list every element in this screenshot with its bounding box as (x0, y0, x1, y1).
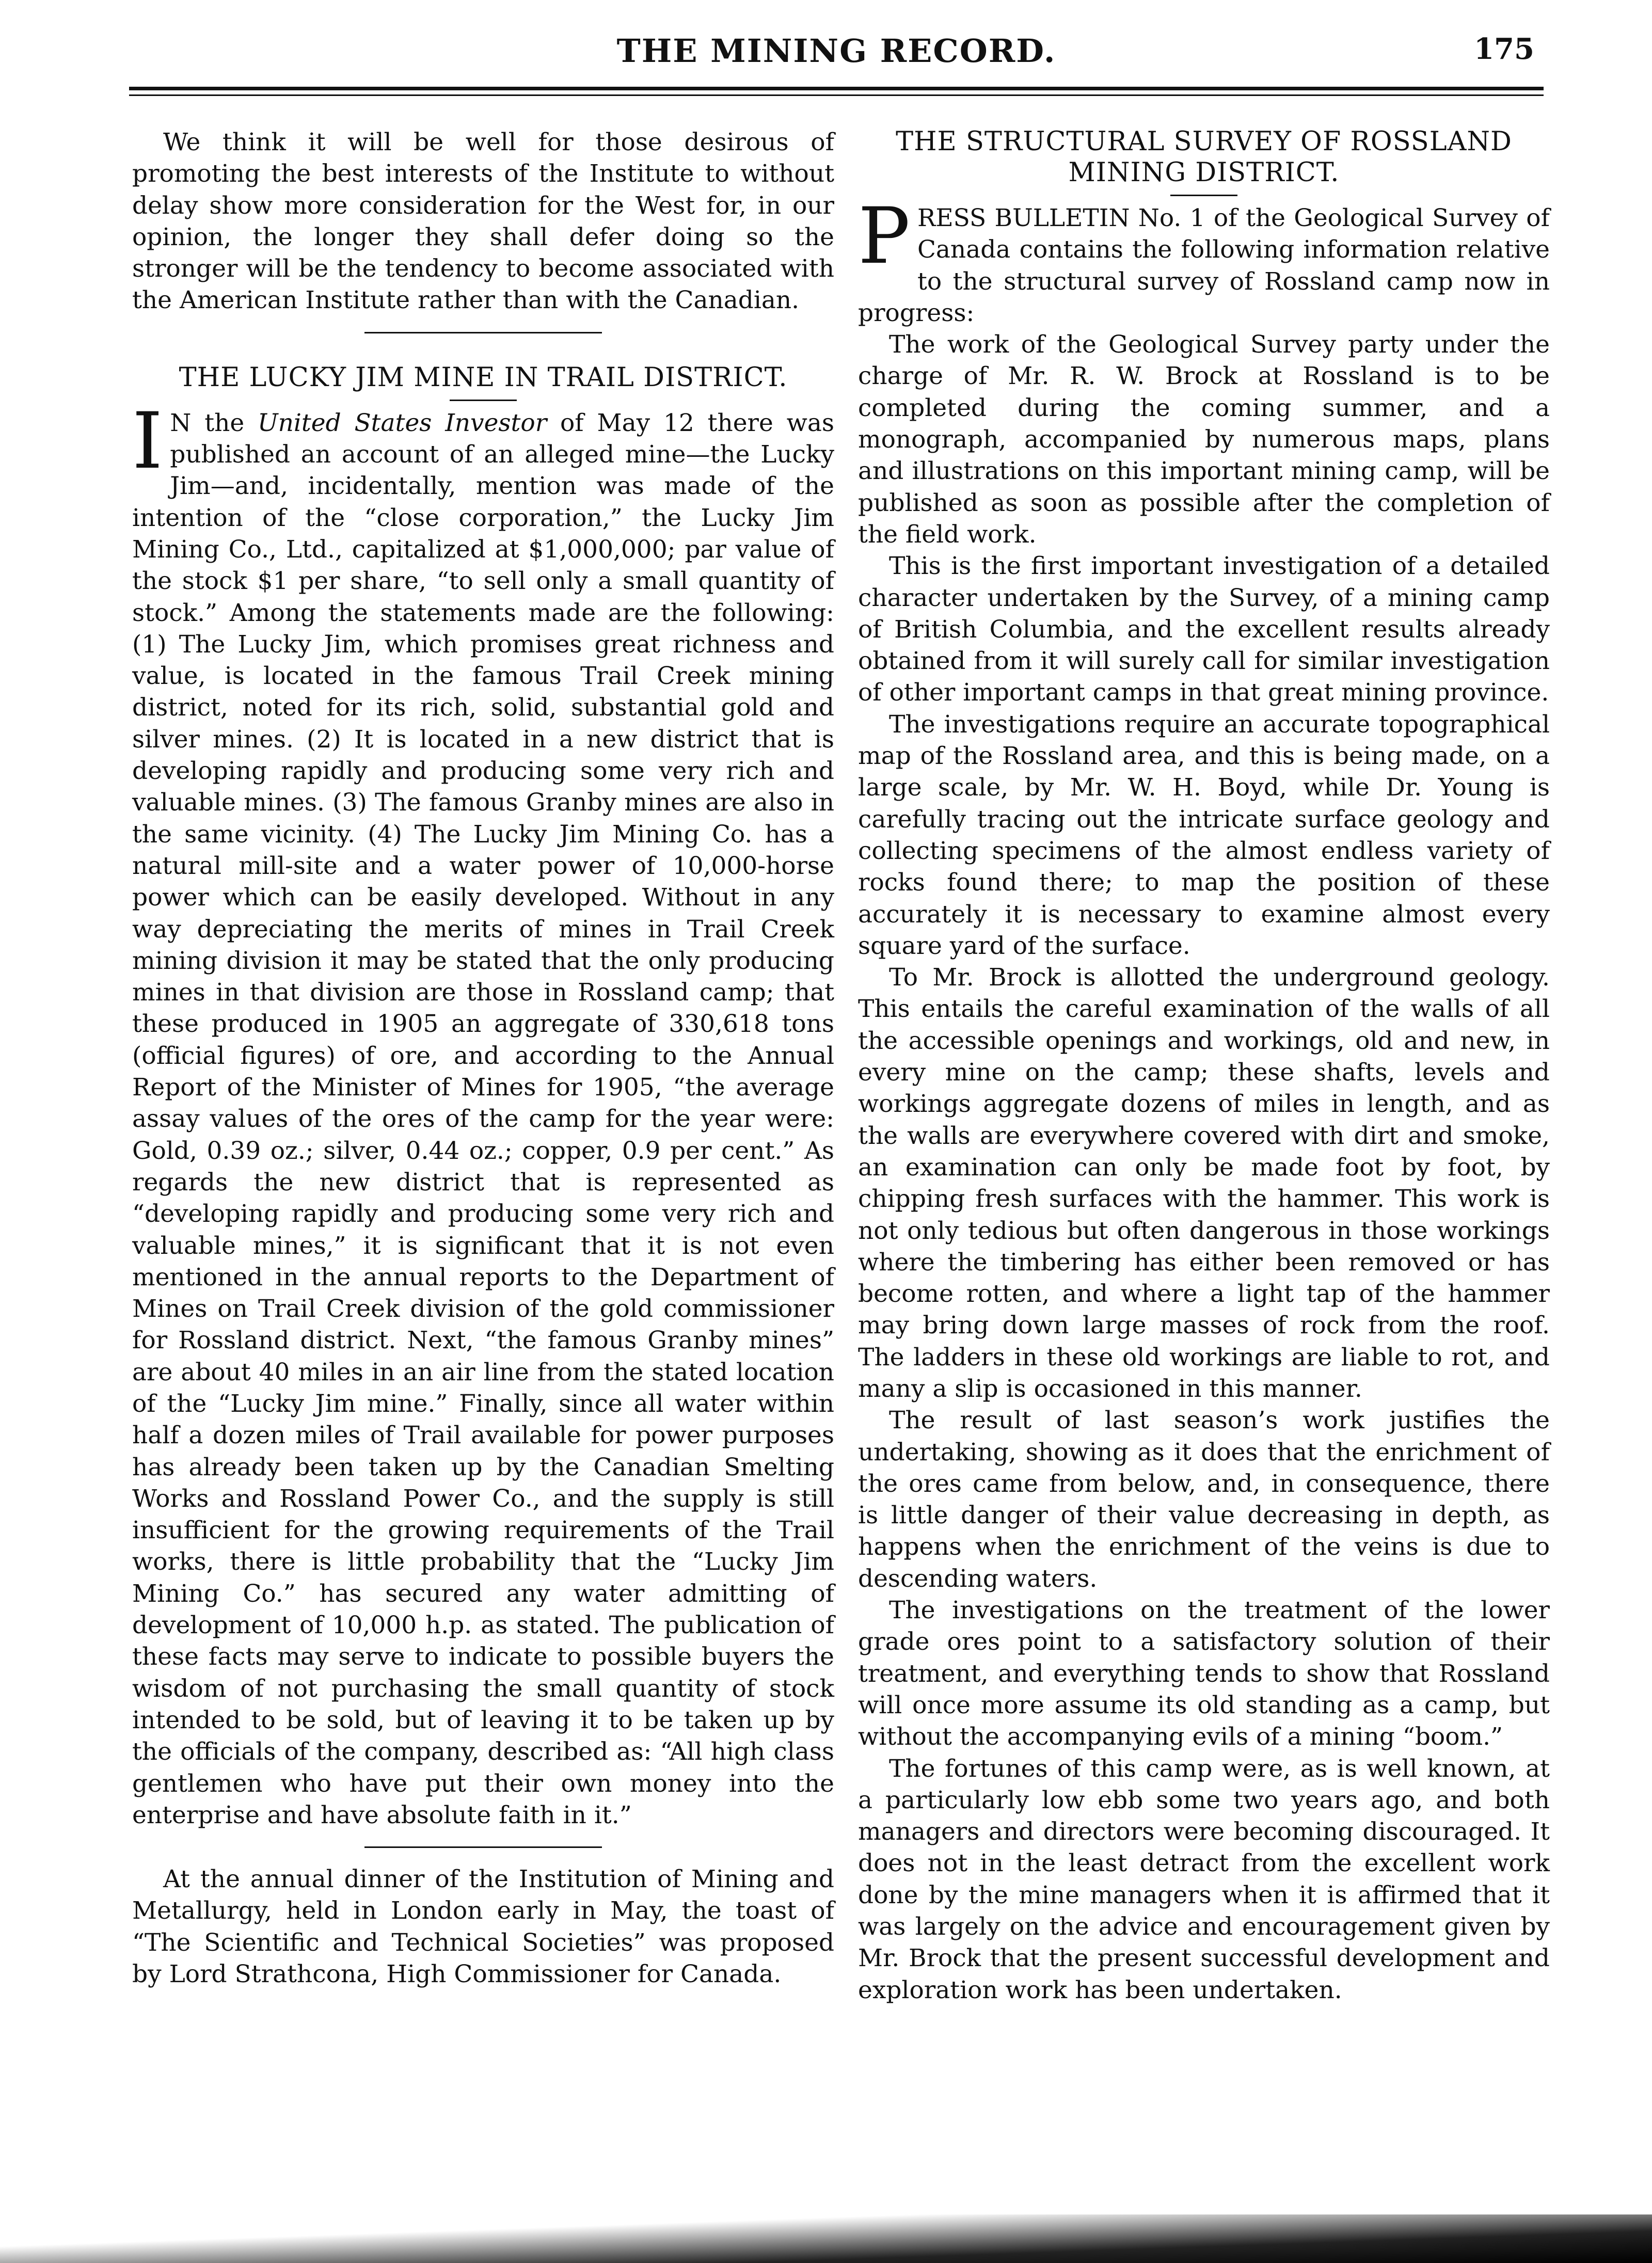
page-number: 175 (1474, 32, 1534, 66)
publication-name: United States Investor (257, 408, 547, 437)
survey-paragraph-3: This is the first important investigation of a detailed character undertaken by the Survey, of a mining camp of British Columbia, and the excellent results already obtained from it will surely call for similar investigation of other important camps in that great mining province. (858, 552, 1550, 707)
drop-cap-right: P (858, 192, 910, 281)
survey-paragraph-8: The fortunes of this camp were, as is well known, at a particularly low ebb some two years ago, and both managers and directors were becoming discouraged. It does not in the least detract from the excellent work done by the mine managers when it is affirmed that it was largely on the advice and encouragement given by Mr. Brock that the present successful development and exploration work has been undertaken. (858, 1754, 1550, 2004)
running-header (129, 32, 1544, 78)
lucky-jim-paragraph (132, 396, 834, 1831)
drop-cap: I (132, 396, 163, 486)
left-column (132, 126, 834, 1990)
lucky-jim-text-start: N the (170, 408, 258, 437)
right-column (858, 126, 1550, 2006)
lucky-jim-heading: THE LUCKY JIM MINE IN TRAIL DISTRICT. (179, 362, 788, 393)
header-rule-thick (129, 87, 1544, 90)
survey-paragraph-7: The investigations on the treatment of the lower grade ores point to a satisfactory solution of their treatment, and everything tends to show that Rossland will once more assume its old standing as a camp, but without the accompanying evils of a mining “boom.” (858, 1596, 1550, 1751)
journal-title: THE MINING RECORD. (616, 32, 1056, 70)
survey-paragraph-1 (858, 192, 1550, 329)
survey-paragraph-4: The investigations require an accurate topographical map of the Rossland area, and this is being made, on a large scale, by Mr. W. H. Boyd, while Dr. Young is carefully tracing out the intricate surface geology and collecting specimens of the almost endless variety of rocks found there; to map the position of these accurately it is necessary to examine almost every square yard of the surface. (858, 710, 1550, 960)
structural-survey-heading: THE STRUCTURAL SURVEY OF ROSSLAND MINING DISTRICT. (896, 126, 1512, 188)
lucky-jim-text: of May 12 there was published an account of an alleged mine—the Lucky Jim—and, incidentally, mention was made of the intention of the “close corporation,” the Lucky Jim Mining Co., Ltd., capitalized at $1,000,000; par value of the stock $1 per share, “to sell only a small quantity of stock.” Among the statements made are the following: (1) The Lucky Jim, which promises great richness and value, is located in the famous Trail Creek mining district, noted for its rich, solid, substantial gold and silver mines. (2) It is located in a new district that is developing rapidly and producing some very rich and valuable mines. (3) The famous Granby mines are also in the same vicinity. (4) The Lucky Jim Mining Co. has a natural mill-site and a water power of 10,000-horse power which can be easily developed. Without in any way depreciating the merits of mines in Trail Creek mining division it may be stated that the only producing mines in that division are those in Rossland camp; that these produced in 1905 an aggregate of 330,618 tons (official figures) of ore, and according to the Annual Report of the Minister of Mines for 1905, “the average assay values of the ores of the camp for the year were: Gold, 0.39 oz.; silver, 0.44 oz.; copper, 0.9 per cent.” As regards the new district that is represented as “developing rapidly and producing some very rich and valuable mines,” it is significant that it is not even mentioned in the annual reports to the Department of Mines on Trail Creek division of the gold commissioner for Rossland district. Next, “the famous Granby mines” are about 40 miles in an air line from the stated location of the “Lucky Jim mine.” Finally, since all water within half a dozen miles of Trail available for power purposes has already been taken up by the Canadian Smelting Works and Rossland Power Co., and the supply is still insufficient for the growing requirements of the Trail works, there is little probability that the “Lucky Jim Mining Co.” has secured any water admitting of development of 10,000 h.p. as stated. The publication of these facts may serve to indicate to possible buyers the wisdom of not purchasing the small quantity of stock intended to be sold, but of leaving it to be taken up by the officials of the company, described as: “All high class gentlemen who have put their own money into the enterprise and have absolute faith in it.” (132, 408, 834, 1829)
survey-paragraph-1-text: RESS BULLETIN No. 1 of the Geological Survey of Canada contains the following information relative to the structural survey of Rossland camp now in progress: (858, 204, 1550, 327)
intro-paragraph: We think it will be well for those desirous of promoting the best interests of the Institute to without delay show more consideration for the West for, in our opinion, the longer they shall defer doing so the stronger will be the tendency to become associated with the American Institute rather than with the Canadian. (132, 128, 834, 315)
survey-paragraph-5: To Mr. Brock is allotted the underground geology. This entails the careful examination of the walls of all the accessible openings and workings, old and new, in every mine on the camp; these shafts, levels and workings aggregate dozens of miles in length, and as the walls are everywhere covered with dirt and smoke, an examination can only be made foot by foot, by chipping fresh surfaces with the hammer. This work is not only tedious but often dangerous in those workings where the timbering has either been removed or has become rotten, and where a light tap of the hammer may bring down large masses of rock from the roof. The ladders in these old workings are liable to rot, and many a slip is occasioned in this manner. (858, 963, 1550, 1403)
scan-bottom-edge (0, 2214, 1652, 2263)
dinner-paragraph: At the annual dinner of the Institution of Mining and Metallurgy, held in London early in May, the toast of “The Scientific and Technical Societies” was proposed by Lord Strathcona, High Commissioner for Canada. (132, 1865, 834, 1989)
header-rule-thin (129, 94, 1544, 96)
survey-paragraph-2: The work of the Geological Survey party under the charge of Mr. R. W. Brock at Rossland is to be completed during the coming summer, and a monograph, accompanied by numerous maps, plans and illustrations on this important mining camp, will be published as soon as possible after the completion of the field work. (858, 330, 1550, 549)
survey-paragraph-6: The result of last season’s work justifies the undertaking, showing as it does that the enrichment of the ores came from below, and, in consequence, there is little danger of their value decreasing in depth, as happens when the enrichment of the veins is due to descending waters. (858, 1406, 1550, 1593)
